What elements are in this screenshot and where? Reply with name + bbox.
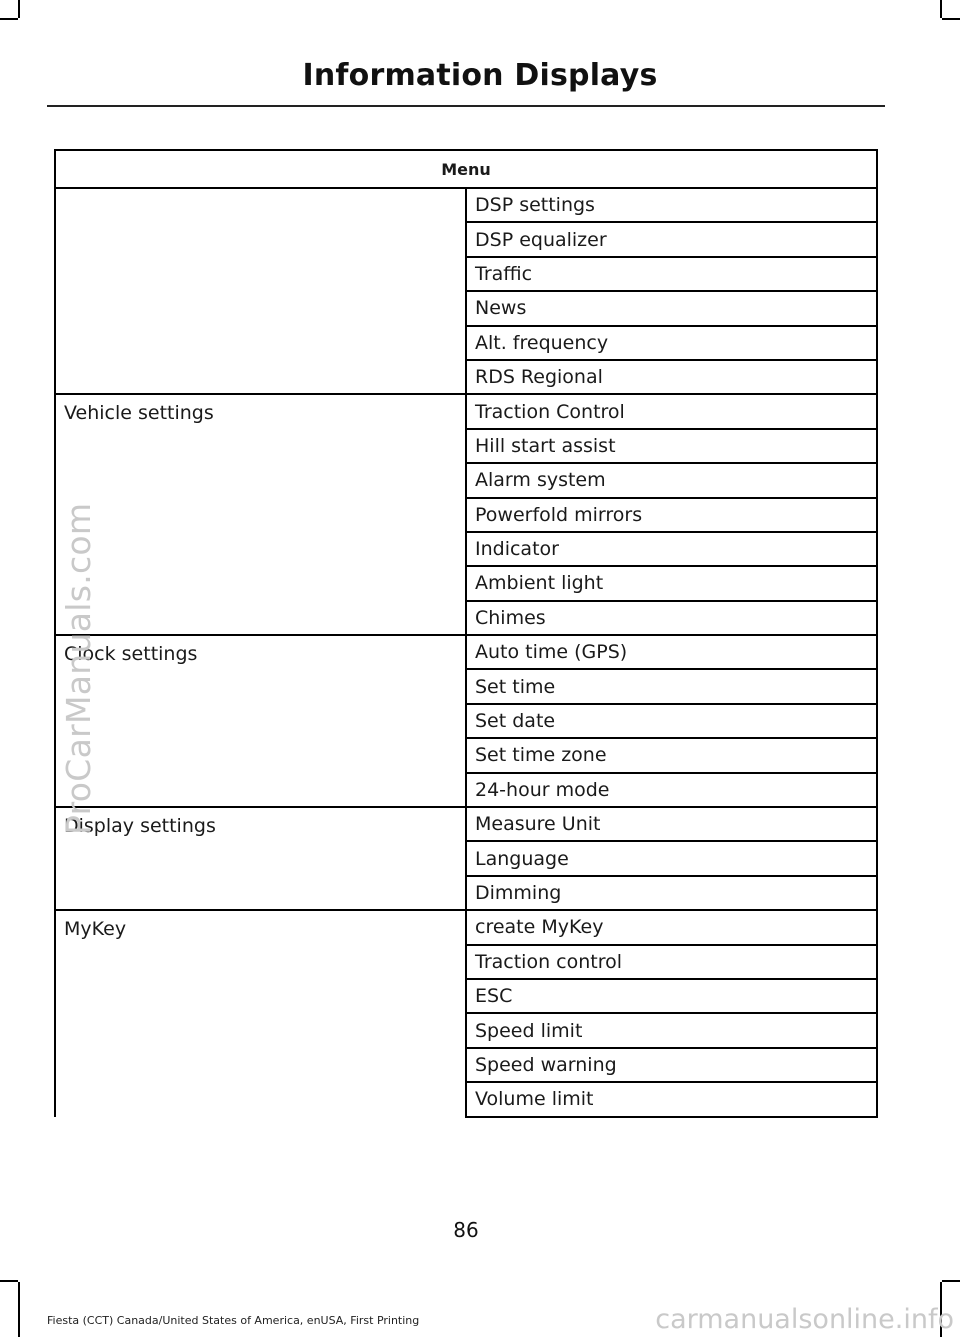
menu-item: Set time zone (466, 738, 877, 772)
menu-item: Set date (466, 704, 877, 738)
crop-mark (18, 0, 20, 18)
footer-text: Fiesta (CCT) Canada/United States of America, enUSA, First Printing (47, 1314, 420, 1327)
crop-mark (18, 1282, 20, 1337)
menu-item: RDS Regional (466, 360, 877, 394)
crop-mark (940, 0, 942, 18)
crop-mark (942, 18, 960, 20)
crop-mark (0, 18, 18, 20)
menu-table (54, 149, 878, 1118)
page-number: 86 (453, 1218, 479, 1242)
menu-item: DSP settings (466, 188, 877, 222)
table-row (55, 910, 877, 944)
crop-mark (0, 1280, 18, 1282)
menu-item: Auto time (GPS) (466, 635, 877, 669)
menu-item: Powerfold mirrors (466, 498, 877, 532)
menu-item: Alt. frequency (466, 326, 877, 360)
crop-mark (942, 1280, 960, 1282)
menu-item: Traction Control (466, 394, 877, 428)
menu-item: 24-hour mode (466, 773, 877, 807)
menu-item: Chimes (466, 601, 877, 635)
menu-item: Set time (466, 669, 877, 703)
menu-item: create MyKey (466, 910, 877, 944)
title-divider (47, 105, 885, 107)
menu-item: Ambient light (466, 566, 877, 600)
menu-item: News (466, 291, 877, 325)
menu-item: Speed warning (466, 1048, 877, 1082)
menu-item: Traction control (466, 945, 877, 979)
table-row (55, 394, 877, 428)
menu-item: Traffic (466, 257, 877, 291)
category-cell-display-settings: Display settings (55, 807, 466, 910)
table-row (55, 188, 877, 222)
menu-item: Dimming (466, 876, 877, 910)
watermark-procarmanuals: ProCarManuals.com (59, 502, 98, 835)
menu-item: ESC (466, 979, 877, 1013)
menu-item: Indicator (466, 532, 877, 566)
category-cell-vehicle-settings: Vehicle settings (55, 394, 466, 635)
menu-item: Language (466, 841, 877, 875)
menu-item: Alarm system (466, 463, 877, 497)
menu-item: Speed limit (466, 1013, 877, 1047)
page-title: Information Displays (302, 58, 658, 93)
menu-item: Measure Unit (466, 807, 877, 841)
watermark-carmanualsonline: carmanualsonline.info (655, 1304, 954, 1335)
table-header-row (55, 150, 877, 188)
menu-item: DSP equalizer (466, 222, 877, 256)
menu-item: Volume limit (466, 1082, 877, 1116)
table-header-menu: Menu (55, 150, 877, 188)
table-row (55, 807, 877, 841)
menu-item: Hill start assist (466, 429, 877, 463)
category-cell-mykey: MyKey (55, 910, 466, 1116)
category-cell (55, 188, 466, 394)
table-row (55, 635, 877, 669)
category-cell-clock-settings: Clock settings (55, 635, 466, 807)
